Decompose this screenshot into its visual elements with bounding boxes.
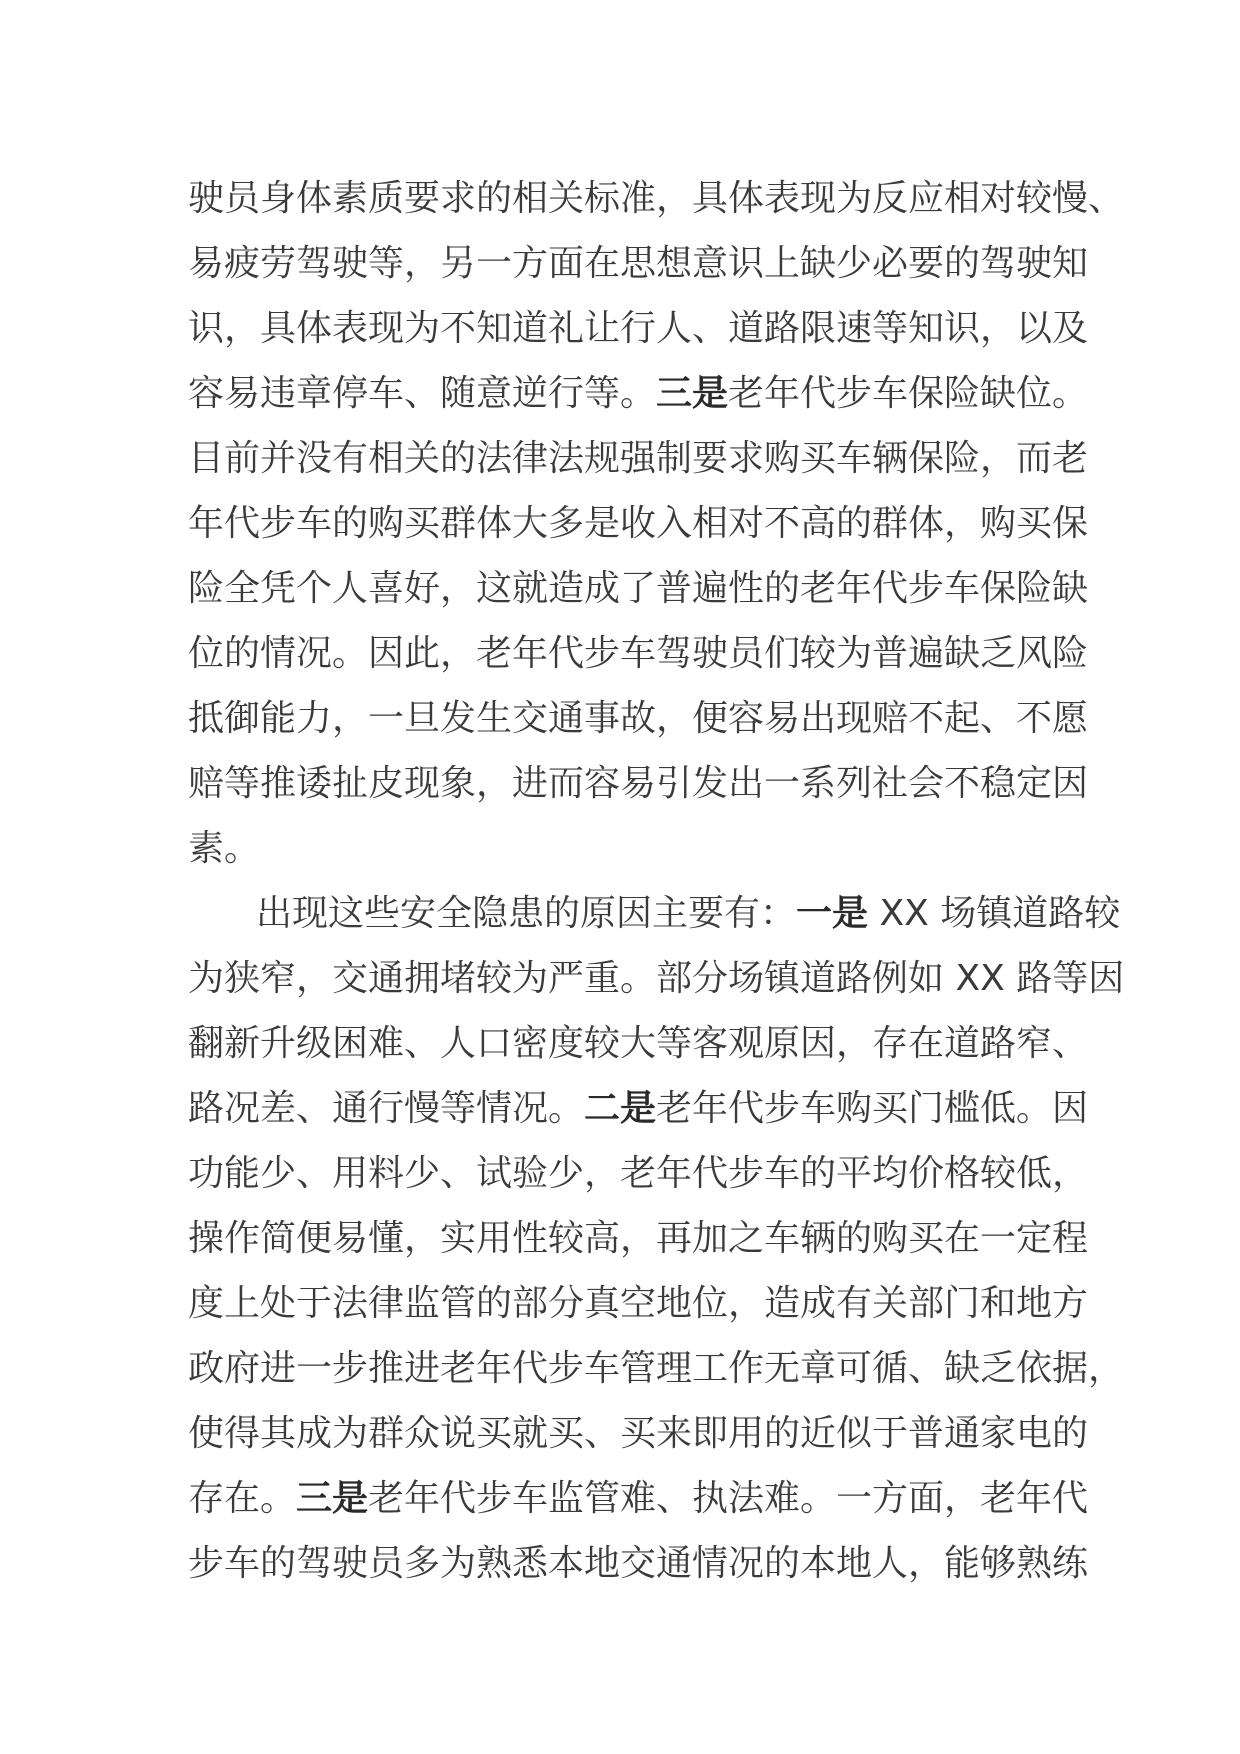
text-line xyxy=(188,1466,1089,1531)
text-line xyxy=(188,361,1089,426)
text-line xyxy=(188,1271,1089,1336)
text-segment: 驶员身体素质要求的相关标准，具体表现为反应相对较慢、 xyxy=(188,178,1125,219)
text-line xyxy=(188,296,1089,361)
text-segment: 素。 xyxy=(188,828,261,869)
text-segment: 步车的驾驶员多为熟悉本地交通情况的本地人，能够熟练 xyxy=(188,1543,1089,1584)
text-segment: 抵御能力，一旦发生交通事故，便容易出现赔不起、不愿 xyxy=(188,698,1089,739)
text-segment: 目前并没有相关的法律法规强制要求购买车辆保险，而老 xyxy=(188,438,1089,479)
text-segment: 位的情况。因此，老年代步车驾驶员们较为普遍缺乏风险 xyxy=(188,633,1089,674)
bold-text-segment: 三是 xyxy=(656,373,729,414)
text-line xyxy=(188,1011,1089,1076)
text-line xyxy=(188,1531,1089,1596)
text-segment: 翻新升级困难、人口密度较大等客观原因，存在道路窄、 xyxy=(188,1023,1089,1064)
text-segment: 老年代步车保险缺位。 xyxy=(728,373,1089,414)
text-line xyxy=(188,881,1121,946)
text-segment: 年代步车的购买群体大多是收入相对不高的群体，购买保 xyxy=(188,503,1089,544)
text-line xyxy=(188,621,1089,686)
text-segment: 使得其成为群众说买就买、买来即用的近似于普通家电的 xyxy=(188,1413,1089,1454)
text-line xyxy=(188,946,1125,1011)
text-line xyxy=(188,1401,1089,1466)
bold-text-segment: 一是 xyxy=(796,893,869,934)
bold-text-segment: 三是 xyxy=(296,1478,369,1519)
text-segment: 路况差、通行慢等情况。 xyxy=(188,1088,585,1129)
text-segment: 为狭窄，交通拥堵较为严重。部分场镇道路例如 XX 路等因 xyxy=(188,958,1125,999)
text-line xyxy=(188,686,1089,751)
text-line xyxy=(188,1076,1089,1141)
text-segment: 功能少、用料少、试验少，老年代步车的平均价格较低， xyxy=(188,1153,1089,1194)
text-line xyxy=(188,491,1089,556)
text-line xyxy=(188,556,1089,621)
text-segment: 政府进一步推进老年代步车管理工作无章可循、缺乏依据， xyxy=(188,1348,1125,1389)
text-segment: XX 场镇道路较 xyxy=(868,893,1121,934)
text-segment: 老年代步车监管难、执法难。一方面，老年代 xyxy=(368,1478,1089,1519)
text-line xyxy=(188,166,1125,231)
text-line xyxy=(188,816,1068,881)
text-segment: 容易违章停车、随意逆行等。 xyxy=(188,373,657,414)
body-text xyxy=(188,166,1125,1596)
text-segment: 识，具体表现为不知道礼让行人、道路限速等知识，以及 xyxy=(188,308,1089,349)
text-line xyxy=(188,751,1089,816)
text-segment: 度上处于法律监管的部分真空地位，造成有关部门和地方 xyxy=(188,1283,1089,1324)
text-line xyxy=(188,1141,1089,1206)
text-segment: 赔等推诿扯皮现象，进而容易引发出一系列社会不稳定因 xyxy=(188,763,1089,804)
text-segment: 易疲劳驾驶等，另一方面在思想意识上缺少必要的驾驶知 xyxy=(188,243,1089,284)
text-line xyxy=(188,426,1089,491)
text-line xyxy=(188,1336,1125,1401)
text-segment: 存在。 xyxy=(188,1478,297,1519)
text-line xyxy=(188,231,1089,296)
bold-text-segment: 二是 xyxy=(584,1088,657,1129)
text-segment: 出现这些安全隐患的原因主要有： xyxy=(256,893,797,934)
text-segment: 老年代步车购买门槛低。因 xyxy=(656,1088,1089,1129)
text-line xyxy=(188,1206,1089,1271)
text-segment: 操作简便易懂，实用性较高，再加之车辆的购买在一定程 xyxy=(188,1218,1089,1259)
text-segment: 险全凭个人喜好，这就造成了普遍性的老年代步车保险缺 xyxy=(188,568,1089,609)
